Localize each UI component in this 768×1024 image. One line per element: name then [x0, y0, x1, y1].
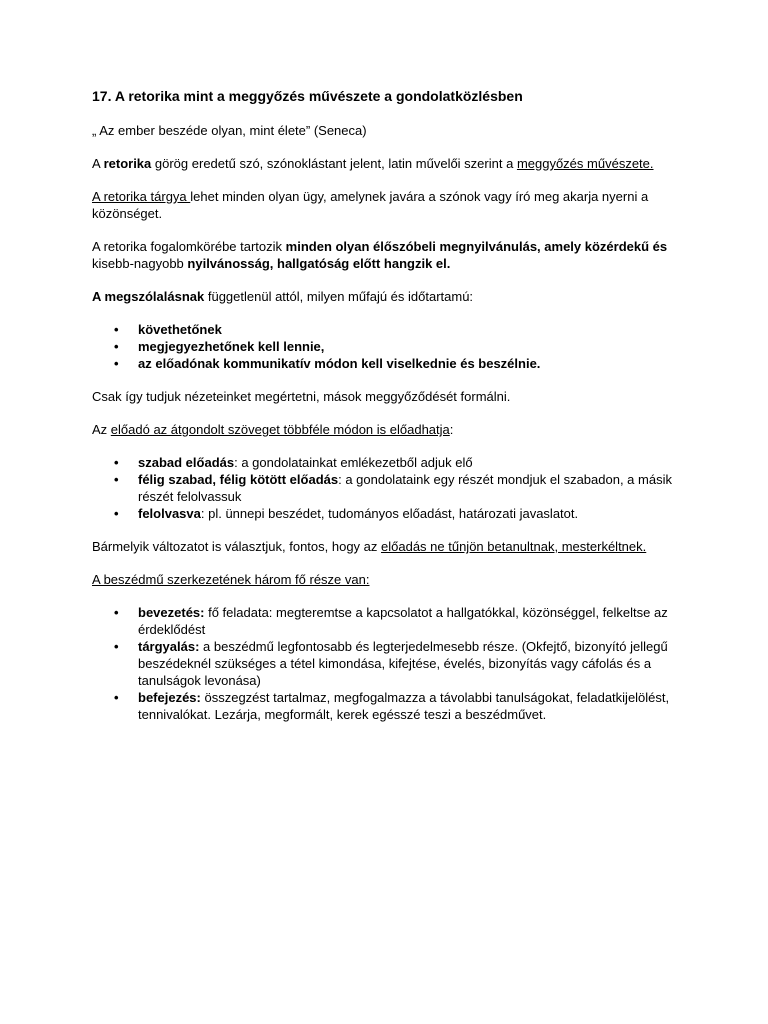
p7-b: előadás ne tűnjön betanultnak, mesterkéltnek.: [381, 539, 647, 554]
p8-text: A beszédmű szerkezetének három fő része van:: [92, 572, 370, 587]
document-title: 17. A retorika mint a meggyőzés művészete a gondolatközlésben: [92, 88, 523, 104]
bullet-icon: •: [114, 605, 119, 620]
list-item-text: : a gondolatainkat emlékezetből adjuk elő: [234, 455, 473, 470]
p6-a: Az: [92, 422, 111, 437]
bullet-icon: •: [114, 506, 119, 521]
p3-b: minden olyan élőszóbeli megnyilvánulás, amely közérdekű és: [285, 239, 668, 254]
list-item: [114, 321, 672, 338]
structure-list: [92, 604, 672, 723]
p2-a: A retorika tárgya: [92, 189, 191, 204]
p4-b: függetlenül attól, milyen műfajú és időtartamú:: [204, 289, 474, 304]
bullet-icon: •: [114, 455, 119, 470]
p1-a: A: [92, 156, 104, 171]
requirements-list: [92, 321, 672, 372]
list-item: [114, 638, 672, 689]
p3-a: A retorika fogalomkörébe tartozik: [92, 239, 286, 254]
list-item-bold: bevezetés:: [138, 605, 205, 620]
p3-c: kisebb-nagyobb: [92, 256, 188, 271]
list-item-text: fő feladata: megteremtse a kapcsolatot a hallgatókkal, közönséggel, felkeltse az érdeklődést: [138, 605, 668, 637]
list-item-bold: befejezés:: [138, 690, 201, 705]
paragraph-delivery-intro: [92, 421, 672, 438]
p1-c: görög eredetű szó, szónoklástant jelent, latin művelői szerint a: [151, 156, 517, 171]
list-item: [114, 604, 672, 638]
list-item-text: követhetőnek: [138, 322, 222, 337]
paragraph-definition: [92, 155, 672, 172]
paragraph-scope: [92, 238, 672, 272]
bullet-icon: •: [114, 356, 119, 371]
list-item-text: összegzést tartalmaz, megfogalmazza a távolabbi tanulságokat, feladatkijelölést, tennivalókat. Lezárja, megformált, kerek egésszé teszi a beszédművet.: [138, 690, 670, 722]
list-item-bold: szabad előadás: [138, 455, 235, 470]
paragraph-natural-delivery: [92, 538, 672, 555]
list-item: [114, 355, 672, 372]
p3-d: nyilvánosság, hallgatóság előtt hangzik el.: [187, 256, 451, 271]
p6-b: előadó az átgondolt szöveget többféle módon is előadhatja: [110, 422, 450, 437]
paragraph-subject: [92, 188, 672, 222]
list-item-text: az előadónak kommunikatív módon kell viselkednie és beszélnie.: [138, 356, 541, 371]
seneca-quote: „ Az ember beszéde olyan, mint élete” (Seneca): [92, 123, 367, 138]
paragraph-speech-intro: [92, 288, 672, 305]
bullet-icon: •: [114, 472, 119, 487]
list-item-text: : a gondolataink egy részét mondjuk el szabadon, a másik részét felolvassuk: [138, 472, 672, 504]
list-item: [114, 471, 672, 505]
list-item-text: megjegyezhetőnek kell lennie,: [138, 339, 325, 354]
list-item: [114, 454, 672, 471]
bullet-icon: •: [114, 339, 119, 354]
paragraph-persuasion: Csak így tudjuk nézeteinket megértetni, mások meggyőződését formálni.: [92, 389, 511, 404]
bullet-icon: •: [114, 690, 119, 705]
p1-d: meggyőzés művészete.: [516, 156, 654, 171]
p2-b: lehet minden olyan ügy, amelynek javára a szónok vagy író meg akarja nyerni a közönséget.: [92, 189, 649, 221]
delivery-modes-list: [92, 454, 672, 522]
list-item: [114, 338, 672, 355]
list-item: [114, 505, 672, 522]
paragraph-structure-intro: [92, 571, 672, 588]
bullet-icon: •: [114, 322, 119, 337]
list-item: [114, 689, 672, 723]
list-item-text: : pl. ünnepi beszédet, tudományos előadást, határozati javaslatot.: [200, 506, 579, 521]
p4-a: A megszólalásnak: [92, 289, 205, 304]
p7-a: Bármelyik változatot is választjuk, fontos, hogy az: [92, 539, 382, 554]
list-item-bold: félig szabad, félig kötött előadás: [138, 472, 339, 487]
list-item-bold: tárgyalás:: [138, 639, 200, 654]
bullet-icon: •: [114, 639, 119, 654]
list-item-bold: felolvasva: [138, 506, 201, 521]
p1-b: retorika: [103, 156, 152, 171]
p6-c: :: [449, 422, 454, 437]
list-item-text: a beszédmű legfontosabb és legterjedelmesebb része. (Okfejtő, bizonyító jellegű beszédeknél szükséges a tétel kimondása, kifejtése, évelés, bizonyítás vagy cáfolás és a tanulságok levonása): [138, 639, 668, 688]
